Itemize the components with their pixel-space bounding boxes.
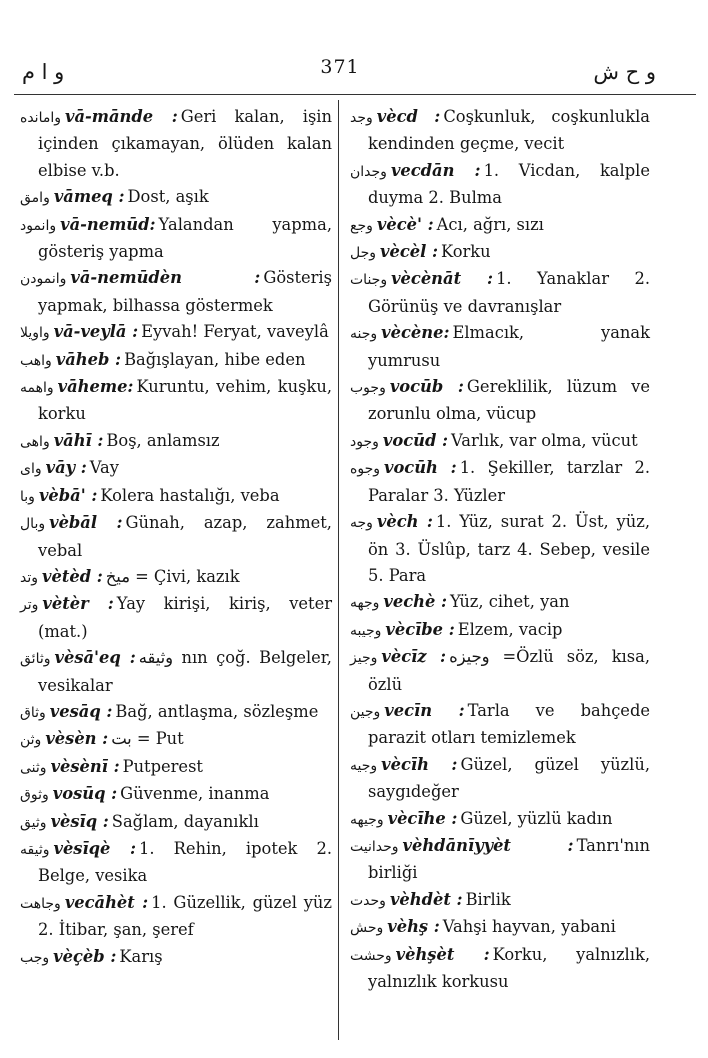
entry-arabic-script: وامق [20,190,50,207]
dictionary-entry [20,455,332,482]
dictionary-entry [20,483,332,510]
dictionary-entry [350,617,650,644]
entry-arabic-script: وجب [20,949,50,966]
entry-arabic-script: وتد [20,569,39,586]
entry-arabic-script: واهب [20,352,52,369]
dictionary-entry [20,184,332,211]
dictionary-entry [350,806,650,833]
dictionary-entry [20,809,332,836]
dictionary-entry [20,319,332,346]
entry-arabic-script: وثاق [20,704,46,721]
entry-headword: vāheb : [55,349,122,369]
entry-definition: Güzel, yüzlü kadın [460,808,613,828]
entry-headword: vèhdèt : [389,889,463,909]
entry-arabic-script: وجیبه [350,622,382,639]
entry-arabic-script: وثن [20,732,42,749]
entry-headword: vècène: [381,323,450,343]
dictionary-entry [350,942,650,996]
entry-arabic-script: وحدت [350,892,386,909]
entry-arabic-script: وجد [350,110,373,126]
entry-headword: vècèl : [380,242,438,262]
entry-definition: میخ = Çivi, kazık [105,566,240,586]
entry-headword: vocūd : [382,430,449,450]
entry-arabic-script: وجنات [350,272,388,289]
header-left-letters: و ا م [22,60,65,84]
entry-definition: Birlik [465,889,511,909]
entry-headword: vocūh : [383,458,457,478]
entry-arabic-script: وثیق [20,814,47,831]
entry-headword: vètèd : [42,566,103,586]
entry-definition: Elzem, vacip [457,619,563,639]
entry-arabic-script: وجیز [350,650,378,667]
entry-headword: vèsèn : [45,729,109,749]
entry-headword: vècīhe : [387,808,458,828]
entry-headword: vècīz : [381,647,447,667]
entry-definition: Vay [89,458,119,478]
entry-definition: Güvenme, inanma [120,784,270,804]
entry-arabic-script: وثوق [20,787,49,804]
entry-headword: vecdān : [390,160,481,180]
dictionary-entry [350,833,650,887]
entry-definition: Karış [119,946,163,966]
entry-headword: vā-nemūdèn : [70,268,261,288]
entry-definition: Korku [441,242,491,262]
entry-headword: vècīh : [381,754,458,774]
entry-headword: vèsīqè : [53,838,136,858]
dictionary-entry [350,266,650,320]
entry-arabic-script: واویلا [20,325,50,342]
entry-headword: vechè : [383,592,447,612]
dictionary-entry [350,374,650,428]
dictionary-entry [350,914,650,941]
entry-definition: Acı, ağrı, sızı [436,214,544,234]
entry-headword: vècè' : [376,214,434,234]
entry-definition: Günah, azap, zahmet, vebal [38,513,332,560]
entry-arabic-script: وثنی [20,759,47,776]
entry-headword: vā-nemūd: [60,214,156,234]
entry-headword: vāhī : [53,430,104,450]
dictionary-entry [350,644,650,698]
entry-definition: Yay kirişi, kiriş, veter (mat.) [38,594,332,641]
entry-headword: vāmeq : [53,187,125,207]
dictionary-entry [350,455,650,509]
entry-headword: vāy : [45,458,87,478]
entry-arabic-script: وثائق [20,651,51,668]
entry-arabic-script: واهی [20,433,50,450]
dictionary-entry [350,887,650,914]
entry-headword: vèsā'eq : [54,648,136,668]
dictionary-entry [20,347,332,374]
dictionary-entry [20,212,332,266]
entry-headword: vècībe : [385,619,455,639]
header-right-letters: و ح ش [593,60,656,84]
entry-definition: Bağ, antlaşma, sözleşme [115,701,319,721]
entry-arabic-script: وبا [20,488,35,505]
entry-definition: 1. Şekiller, tarzlar 2. Paralar 3. Yüzler [368,458,650,505]
entry-arabic-script: وامانده [20,110,61,126]
entry-arabic-script: وحشت [350,947,392,964]
entry-headword: vocūb : [389,377,464,397]
entry-arabic-script: وجاهت [20,895,61,912]
entry-headword: vèsīq : [50,811,109,831]
dictionary-entry [350,158,650,212]
entry-definition: Boş, anlamsız [106,430,220,450]
entry-arabic-script: وجه [350,515,373,532]
entry-definition: Varlık, var olma, vücut [451,430,638,450]
entry-definition: وثیقه nın çoğ. Belgeler, vesikalar [38,648,332,695]
header-rule [14,94,696,95]
entry-definition: Güzel, güzel yüzlü, saygıdeğer [368,754,651,802]
dictionary-entry [20,754,332,781]
entry-arabic-script: وجهه [350,595,380,612]
entry-definition: 1. Yüz, surat 2. Üst, yüz, ön 3. Üslûp, tarz 4. Sebep, vesile 5. Para [368,512,650,585]
dictionary-entry [20,781,332,808]
entry-headword: vā-mānde : [65,107,178,126]
entry-arabic-script: وای [20,461,42,478]
entry-definition: 1. Yanaklar 2. Görünüş ve davranışlar [368,269,650,316]
entry-headword: vètèr : [42,594,114,614]
page-number: 371 [320,56,360,78]
dictionary-entry [20,836,332,890]
entry-definition: Gereklilik, lüzum ve zorunlu olma, vücup [368,377,650,424]
entry-headword: vèçèb : [53,946,117,966]
entry-arabic-script: وجیه [350,757,378,774]
dictionary-entry [350,239,650,266]
dictionary-entry [20,944,332,971]
entry-arabic-script: وجل [350,245,377,262]
entry-definition: بت = Put [111,729,184,749]
entry-headword: vesāq : [49,701,113,721]
entry-headword: vèsènī : [50,756,120,776]
dictionary-entry [20,726,332,753]
entry-definition: Yalandan yapma, gösteriş yapma [38,214,332,262]
dictionary-entry [20,591,332,645]
dictionary-entry [350,320,650,374]
entry-headword: vèbā' : [38,485,98,505]
entry-arabic-script: وجیهه [350,811,384,828]
entry-arabic-script: وجوه [350,461,380,478]
entry-definition: 1. Vicdan, kalple duyma 2. Bulma [368,160,650,208]
dictionary-entry [350,212,650,239]
dictionary-entry [350,428,650,455]
entry-definition: Tarla ve bahçede parazit otları temizlemek [368,700,651,748]
entry-headword: vosūq : [52,784,118,804]
entry-headword: vecāhèt : [64,892,149,912]
entry-definition: Vahşi hayvan, yabani [442,917,616,937]
dictionary-entry [350,752,650,806]
entry-headword: vèhş : [387,917,440,937]
dictionary-entry [20,510,332,564]
entry-arabic-script: وحش [350,920,384,937]
entry-arabic-script: وانمودن [20,271,67,288]
dictionary-entry [350,104,650,158]
entry-definition: 1. Güzellik, güzel yüz 2. İtibar, şan, şeref [38,892,332,940]
entry-headword: vèbāl : [49,513,123,533]
entry-definition: Korku, yalnızlık, yalnızlık korkusu [368,944,650,991]
entry-headword: vā-veylā : [53,322,139,342]
entry-headword: vèhdānīyyèt : [402,835,574,855]
entry-arabic-script: وجع [350,217,373,234]
entry-arabic-script: وجود [350,433,379,450]
dictionary-entry [20,104,332,184]
entry-definition: Elmacık, yanak yumrusu [368,323,650,370]
left-column [20,104,332,971]
dictionary-entry [20,428,332,455]
entry-definition: Tanrı'nın birliği [368,835,650,883]
entry-headword: vècènāt : [391,269,494,289]
entry-definition: Geri kalan, işin içinden çıkamayan, ölüden kalan elbise v.b. [38,107,332,180]
dictionary-entry [20,265,332,319]
entry-definition: وجیزه =Özlü söz, kısa, özlü [368,647,650,694]
entry-arabic-script: وجوب [350,380,386,397]
entry-definition: Coşkunluk, coşkunlukla kendinden geçme, vecit [368,107,651,154]
entry-arabic-script: وجین [350,703,381,720]
entry-definition: Eyvah! Feryat, vaveylâ [141,322,329,342]
entry-arabic-script: وثیقه [20,841,50,858]
entry-arabic-script: وبال [20,516,46,533]
entry-arabic-script: وجنه [350,326,378,343]
entry-headword: vèhşèt : [395,944,490,964]
entry-definition: Putperest [122,756,203,776]
dictionary-entry [20,374,332,428]
entry-arabic-script: وتر [20,597,39,614]
column-divider [338,100,339,1040]
entry-arabic-script: وانمود [20,217,57,234]
dictionary-entry [20,890,332,944]
dictionary-entry [350,509,650,589]
dictionary-entry [350,698,650,752]
entry-headword: vāheme: [57,377,134,397]
entry-definition: Dost, aşık [127,187,209,207]
dictionary-entry [350,589,650,616]
entry-headword: vecīn : [384,700,465,720]
entry-arabic-script: وحدانیت [350,838,399,855]
right-column [350,104,650,995]
entry-definition: Sağlam, dayanıklı [111,811,259,831]
entry-definition: 1. Rehin, ipotek 2. Belge, vesika [38,838,332,886]
entry-definition: Bağışlayan, hibe eden [124,349,306,369]
entry-definition: Kolera hastalığı, veba [100,485,280,505]
entry-arabic-script: واهمه [20,380,54,397]
entry-arabic-script: وجدان [350,163,387,180]
page-header [0,0,708,100]
entry-headword: vèch : [376,512,433,532]
entry-definition: Yüz, cihet, yan [449,592,570,612]
dictionary-entry [20,564,332,591]
dictionary-entry [20,699,332,726]
entry-definition: Gösteriş yapmak, bilhassa göstermek [38,268,332,315]
entry-headword: vècd : [376,107,441,126]
entry-definition: Kuruntu, vehim, kuşku, korku [38,377,332,424]
dictionary-entry [20,645,332,699]
